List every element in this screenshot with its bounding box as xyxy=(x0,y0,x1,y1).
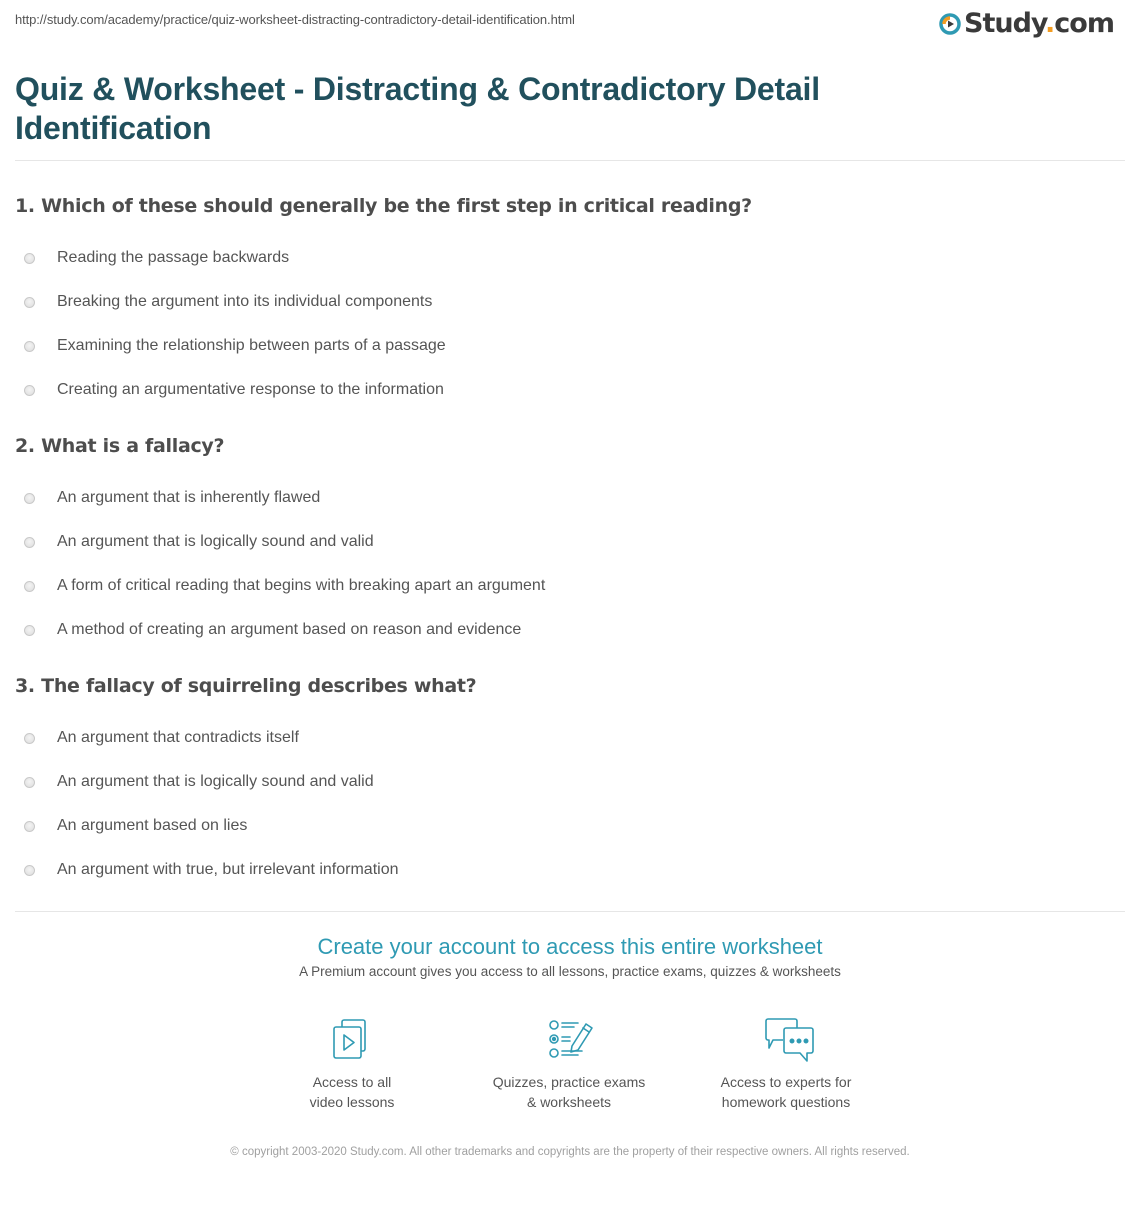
answer-option[interactable] xyxy=(15,760,476,804)
radio-button[interactable] xyxy=(24,777,35,788)
feature-label: Access to all video lessons xyxy=(309,1074,395,1110)
radio-button[interactable] xyxy=(24,733,35,744)
create-account-link[interactable]: Create your account to access this entire worksheet xyxy=(317,934,823,959)
radio-button[interactable] xyxy=(24,253,35,264)
answer-option[interactable] xyxy=(15,608,545,652)
answer-label: Breaking the argument into its individual components xyxy=(57,293,433,310)
page-title: Quiz & Worksheet - Distracting & Contradictory Detail Identification xyxy=(15,71,820,146)
answer-option[interactable] xyxy=(15,236,752,280)
question-1 xyxy=(15,194,752,412)
answer-list xyxy=(15,476,545,652)
divider xyxy=(15,160,1125,161)
logo-text: Study.com xyxy=(964,8,1114,39)
premium-description: A Premium account gives you access to all lessons, practice exams, quizzes & worksheets xyxy=(299,964,841,979)
radio-button[interactable] xyxy=(24,493,35,504)
radio-button[interactable] xyxy=(24,385,35,396)
feature-experts xyxy=(686,1016,886,1112)
radio-button[interactable] xyxy=(24,297,35,308)
answer-option[interactable] xyxy=(15,324,752,368)
answer-label: An argument based on lies xyxy=(57,817,248,834)
answer-option[interactable] xyxy=(15,520,545,564)
answer-option[interactable] xyxy=(15,804,476,848)
feature-video-lessons xyxy=(252,1016,452,1112)
study-logo[interactable] xyxy=(939,8,1114,39)
question-title: 2. What is a fallacy? xyxy=(15,435,225,457)
feature-label: Access to experts for homework questions xyxy=(720,1074,852,1110)
divider xyxy=(15,911,1125,912)
answer-label: A form of critical reading that begins with breaking apart an argument xyxy=(57,577,546,594)
question-3 xyxy=(15,674,476,892)
answer-label: A method of creating an argument based on reason and evidence xyxy=(57,621,522,638)
answer-option[interactable] xyxy=(15,368,752,412)
answer-label: An argument with true, but irrelevant information xyxy=(57,861,399,878)
page-url: http://study.com/academy/practice/quiz-worksheet-distracting-contradictory-detail-identification.html xyxy=(15,12,575,27)
answer-label: An argument that is logically sound and valid xyxy=(57,773,374,790)
chat-bubbles-icon xyxy=(751,1016,821,1064)
radio-button[interactable] xyxy=(24,341,35,352)
answer-option[interactable] xyxy=(15,564,545,608)
answer-label: An argument that is inherently flawed xyxy=(57,489,321,506)
answer-label: An argument that is logically sound and valid xyxy=(57,533,374,550)
answer-list xyxy=(15,236,752,412)
radio-button[interactable] xyxy=(24,625,35,636)
radio-button[interactable] xyxy=(24,821,35,832)
answer-option[interactable] xyxy=(15,848,476,892)
answer-label: Reading the passage backwards xyxy=(57,249,290,266)
copyright-notice: © copyright 2003-2020 Study.com. All other trademarks and copyrights are the property of their respective owners. All rights reserved. xyxy=(230,1146,910,1158)
question-title: 3. The fallacy of squirreling describes what? xyxy=(15,675,477,697)
play-circle-logo-icon xyxy=(939,13,961,35)
radio-button[interactable] xyxy=(24,537,35,548)
radio-button[interactable] xyxy=(24,865,35,876)
quiz-checklist-icon xyxy=(534,1016,604,1064)
answer-list xyxy=(15,716,476,892)
question-2 xyxy=(15,434,545,652)
feature-quizzes xyxy=(469,1016,669,1112)
feature-label: Quizzes, practice exams & worksheets xyxy=(492,1074,646,1110)
answer-label: Examining the relationship between parts of a passage xyxy=(57,337,446,354)
answer-label: Creating an argumentative response to the information xyxy=(57,381,444,398)
answer-option[interactable] xyxy=(15,716,476,760)
answer-label: An argument that contradicts itself xyxy=(57,729,299,746)
video-lessons-icon xyxy=(317,1016,387,1064)
question-title: 1. Which of these should generally be the first step in critical reading? xyxy=(15,195,752,217)
answer-option[interactable] xyxy=(15,476,545,520)
answer-option[interactable] xyxy=(15,280,752,324)
radio-button[interactable] xyxy=(24,581,35,592)
